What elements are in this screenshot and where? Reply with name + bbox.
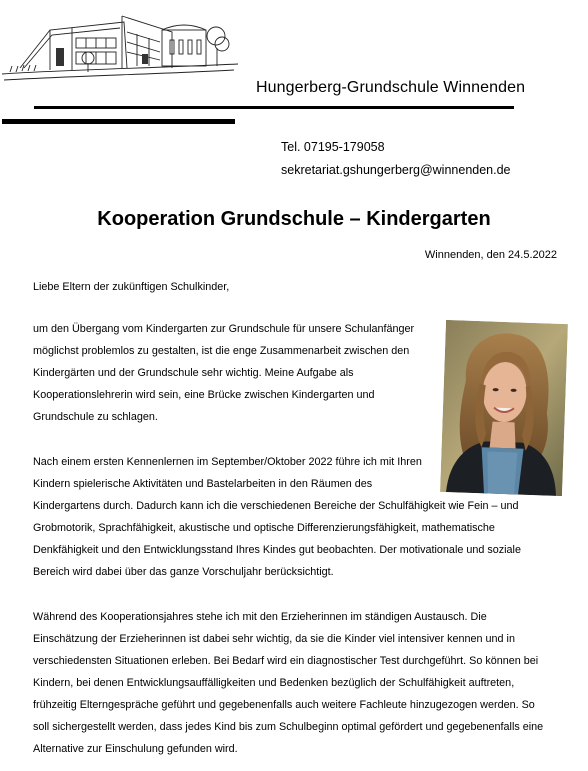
paragraph-line: Kindern, bei denen Entwicklungsauffälligkeiten und Bedenken bezüglich der Schulfähigkeit auftreten, <box>33 677 515 689</box>
paragraph-line: Kindergartens durch. Dadurch kann ich die verschiedenen Bereiche der Schulfähigkeit wie Fein – und <box>33 500 519 512</box>
paragraph-line: soll sichergestellt werden, dass jedes Kind bis zum Schulbeginn optimal gefördert und gegebenenfalls eine <box>33 721 544 733</box>
paragraph-3 <box>33 606 543 760</box>
greeting <box>33 276 229 298</box>
paragraph-line: Kooperationslehrerin wird sein, eine Brücke zwischen Kindergarten und <box>33 389 375 401</box>
paragraph-line: Bereich wird dabei über das ganze Vorschuljahr berücksichtigt. <box>33 566 334 578</box>
paragraph-line: Grundschule zu schlagen. <box>33 411 158 423</box>
paragraph-line: frühzeitig Elterngespräche geführt und gegebenenfalls auch weitere Fachleute hinzugezogen werden. So <box>33 699 535 711</box>
date-line: Winnenden, den 24.5.2022 <box>424 249 557 261</box>
paragraph-1 <box>33 318 414 428</box>
email-address: sekretariat.gshungerberg@winnenden.de <box>281 163 511 177</box>
teacher-portrait-photo <box>440 320 568 496</box>
paragraph-line: Denkfähigkeit und den Entwicklungsstand Ihres Kindes gut beobachten. Der motivationale und soziale <box>33 544 521 556</box>
school-name: Hungerberg-Grundschule Winnenden <box>256 79 526 96</box>
paragraph-line: Kindern spielerische Aktivitäten und Bastelarbeiten in den Räumen des <box>33 478 373 490</box>
paragraph-line: Kindergärten und der Grundschule sehr wichtig. Meine Aufgabe als <box>33 367 354 379</box>
greeting-text: Liebe Eltern der zukünftigen Schulkinder, <box>33 281 230 293</box>
phone-number: Tel. 07195-179058 <box>281 140 385 154</box>
document-title: Kooperation Grundschule – Kindergarten <box>97 208 491 230</box>
paragraph-line: Nach einem ersten Kennenlernen im September/Oktober 2022 führe ich mit Ihren <box>33 456 422 468</box>
paragraph-line: verschiedensten Situationen erleben. Bei Bedarf wird ein diagnostischer Test durchgeführt. So können bei <box>33 655 539 667</box>
paragraph-line: möglichst problemlos zu gestalten, ist die enge Zusammenarbeit zwischen den <box>33 345 410 357</box>
paragraph-line: Einschätzung der Erzieherinnen ist dabei sehr wichtig, da sie die Kinder viel intensiver kennen und in <box>33 633 515 645</box>
paragraph-line: um den Übergang vom Kindergarten zur Grundschule für unsere Schulanfänger <box>33 323 415 335</box>
header-divider <box>34 106 514 109</box>
paragraph-line: Während des Kooperationsjahres stehe ich mit den Erzieherinnen im ständigen Austausch. Die <box>33 611 487 623</box>
school-building-logo <box>2 8 240 88</box>
paragraph-line: Grobmotorik, Sprachfähigkeit, akustische und optische Differenzierungsfähigkeit, mathematische <box>33 522 495 534</box>
header-divider-short <box>2 119 235 124</box>
paragraph-line: Alternative zur Einschulung gefunden wird. <box>33 743 238 755</box>
